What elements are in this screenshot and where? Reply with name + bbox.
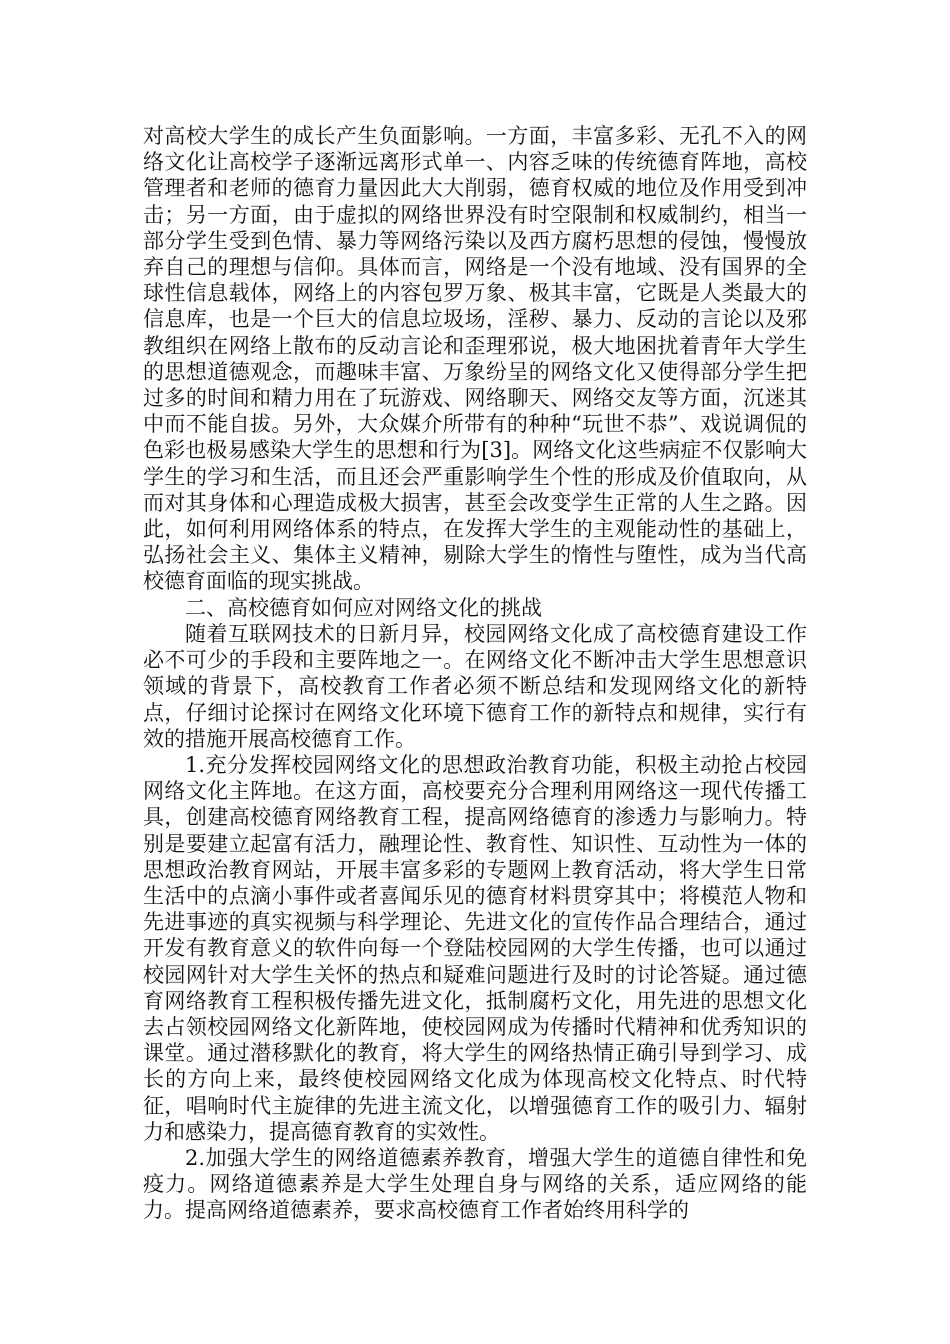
- body-paragraph: 2.加强大学生的网络道德素养教育，增强大学生的道德自律性和免疫力。网络道德素养是大学生处理自身与网络的关系，适应网络的能力。提高网络道德素养，要求高校德育工作者始终用科学的: [143, 1146, 807, 1223]
- section-heading: 二、高校德育如何应对网络文化的挑战: [185, 596, 542, 620]
- body-paragraph: 1.充分发挥校园网络文化的思想政治教育功能，积极主动抢占校园网络文化主阵地。在这方面，高校要充分合理利用网络这一现代传播工具，创建高校德育网络教育工程，提高网络德育的渗透力与影响力。特别是要建立起富有活力，融理论性、教育性、知识性、互动性为一体的思想政治教育网站，开展丰富多彩的专题网上教育活动，将大学生日常生活中的点滴小事件或者喜闻乐见的德育材料贯穿其中；将模范人物和先进事迹的真实视频与科学理论、先进文化的宣传作品合理结合，通过开发有教育意义的软件向每一个登陆校园网的大学生传播，也可以通过校园网针对大学生关怀的热点和疑难问题进行及时的讨论答疑。通过德育网络教育工程积极传播先进文化，抵制腐朽文化，用先进的思想文化去占领校园网络文化新阵地，使校园网成为传播时代精神和优秀知识的课堂。通过潜移默化的教育，将大学生的网络热情正确引导到学习、成长的方向上来，最终使校园网络文化成为体现高校文化特点、时代特征，唱响时代主旋律的先进主流文化，以增强德育工作的吸引力、辐射力和感染力，提高德育教育的实效性。: [143, 753, 807, 1144]
- body-paragraph: 随着互联网技术的日新月异，校园网络文化成了高校德育建设工作必不可少的手段和主要阵地之一。在网络文化不断冲击大学生思想意识领域的背景下，高校教育工作者必须不断总结和发现网络文化的新特点，仔细讨论探讨在网络文化环境下德育工作的新特点和规律，实行有效的措施开展高校德育工作。: [143, 622, 807, 751]
- body-paragraph: 对高校大学生的成长产生负面影响。一方面，丰富多彩、无孔不入的网络文化让高校学子逐渐远离形式单一、内容乏味的传统德育阵地，高校管理者和老师的德育力量因此大大削弱，德育权威的地位及作用受到冲击；另一方面，由于虚拟的网络世界没有时空限制和权威制约，相当一部分学生受到色情、暴力等网络污染以及西方腐朽思想的侵蚀，慢慢放弃自己的理想与信仰。具体而言，网络是一个没有地域、没有国界的全球性信息载体，网络上的内容包罗万象、极其丰富，它既是人类最大的信息库，也是一个巨大的信息垃圾场，淫秽、暴力、反动的言论以及邪教组织在网络上散布的反动言论和歪理邪说，极大地困扰着青年大学生的思想道德观念，而趣味丰富、万象纷呈的网络文化又使得部分学生把过多的时间和精力用在了玩游戏、网络聊天、网络交友等方面，沉迷其中而不能自拔。另外，大众媒介所带有的种种“玩世不恭”、戏说调侃的色彩也极易感染大学生的思想和行为[3]。网络文化这些病症不仅影响大学生的学习和生活，而且还会严重影响学生个性的形成及价值取向，从而对其身体和心理造成极大损害，甚至会改变学生正常的人生之路。因此，如何利用网络体系的特点，在发挥大学生的主观能动性的基础上，弘扬社会主义、集体主义精神，剔除大学生的惰性与堕性，成为当代高校德育面临的现实挑战。: [143, 124, 807, 594]
